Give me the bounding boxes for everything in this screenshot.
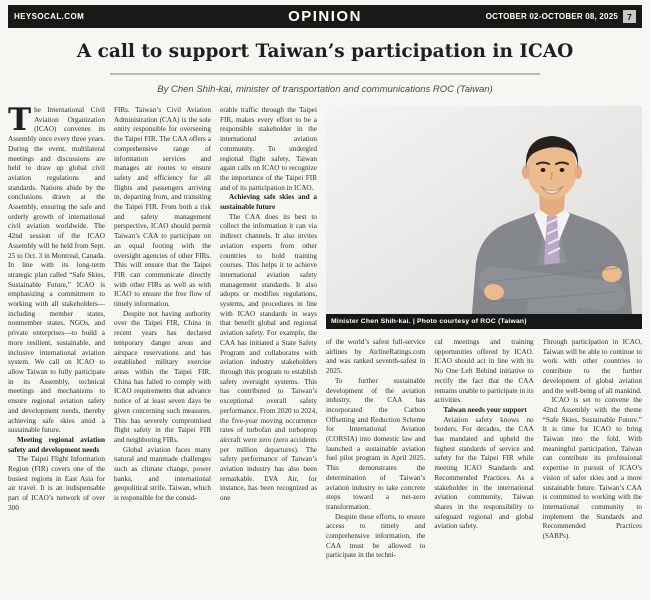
paragraph: FIRs. Taiwan’s Civil Aviation Administration (CAA) is the sole entity responsible for overseeing the Taipei FIR. The CAA offers a comprehensive range of information services and manages air routes to ensure safety and efficiency for all flights and passengers arriving in, departing from, and transiting the Taipei FIR. From both a risk and safety management perspective, ICAO should permit Taiwan’s CAA to participate on an equal footing with the oversight agencies of other FIRs. This will ensure that the Taipei FIR can communicate directly with other FIRs as well as with ICAO to ensure the free flow of timely information. [114,106,211,309]
paragraph: The Taipei Flight Information Region (FIR) covers one of the busiest regions in East Asia for air travel. It is an indispensable part of ICAO’s network of over 300 [8,455,105,512]
article-body [8,106,642,590]
article-headline: A call to support Taiwan’s participation in ICAO [76,41,574,62]
lower-columns [326,338,642,575]
text-column-6 [543,338,642,575]
paragraph: cal meetings and training opportunities offered by ICAO. ICAO should act in line with its No One Left Behind initiative to rectify the fact that the CAA remains unable to participate in its activities. [434,338,534,405]
masthead-right [486,10,636,23]
text-column-3 [220,106,317,590]
subhead-safe-skies: Achieving safe skies and a sustainable future [220,193,317,212]
site-name: HEYSOCAL.COM [14,12,85,21]
portrait-photo [326,106,642,314]
paragraph: of the world’s safest full-service airlines by AirlineRatings.com and was ranked seventh-safest in 2025. [326,338,426,376]
paragraph: ICAO is set to convene the 42nd Assembly with the theme “Safe Skies, Sustainable Future.” It is time for ICAO to bring Taiwan into the fold. With meaningful participation, Taiwan can contribute its professional expertise in pursuit of ICAO’s vision of safer skies and a more sustainable future. Taiwan’s CAA is committed to working with the international community to implement the Standards and Recommended Practices (SARPs). [542,396,642,541]
text-column-2 [114,106,211,590]
photo-caption: Minister Chen Shih-kai. | Photo courtesy of ROC (Taiwan) [326,314,642,329]
paragraph: Through participation in ICAO, Taiwan will be able to continue to work with other countries to contribute to the further development of global aviation and the well-being of all mankind. [542,338,642,395]
article-photo-figure [326,106,642,329]
masthead-bar [8,5,642,28]
page-number-badge: 7 [623,10,636,23]
paragraph: Despite these efforts, to ensure access to timely and comprehensive information, the CAA must be allowed to participate in the techni- [326,512,426,560]
subhead-taiwan-support: Taiwan needs your support [443,405,527,414]
issue-date-range: OCTOBER 02-OCTOBER 08, 2025 [485,12,618,21]
paragraph: Global aviation faces many natural and manmade challenges such as climate change, power banks, and international geopolitical strife. Taiwan, which is responsible for the consid- [114,445,211,503]
paragraph: The CAA does its best to collect the information it can via indirect channels. It also invites aviation experts from other countries to hold training courses. This helps it to achieve international aviation safety management standards. It also adopts or modifies regulations, systems, and procedures in line with ICAO standards in ways that benefit global and regional aviation safety. For example, the CAA has initiated a State Safety Program and collaborates with aviation industry stakeholders through this program to establish safety oversight systems. This has contributed to Taiwan’s exceptional overall safety performance. From 2020 to 2024, the five-year moving occurrence rates of turbofan and turboprop aircraft were zero (zero accidents per million departures). The safety performance of Taiwan’s aviation industry has also been remarkable. EVA Air, for instance, has been recognized as one [220,212,317,503]
subhead-regional-safety: Meeting regional aviation safety and development needs [8,435,105,454]
paragraph: Aviation safety knows no borders. For decades, the CAA has mandated and upheld the highest standards of service and safety for the Taipei FIR while meeting ICAO Standards and Recommended Practices. As a stakeholder in the international aviation community, Taiwan shares in the responsibility to safeguard regional and global aviation safety. [434,415,534,531]
paragraph: Despite not having authority over the Taipei FIR, China in recent years has declared temporary danger areas and airspace reservations and has established military exercise areas within the Taipei FIR. China has failed to comply with ICAO requirements that advance notice of at least seven days be given concerning such measures. This has severely compromised flight safety in the Taipei FIR and neighboring FIRs. [114,309,211,444]
drop-cap: T [8,106,32,138]
headline-divider [110,73,540,75]
text-column-4 [326,338,425,575]
section-title: OPINION [288,8,362,25]
text-column-1 [8,106,105,590]
paragraph: To further sustainable development of the aviation industry, the CAA has incorporated the Carbon Offsetting and Reduction Scheme for International Aviation (CORSIA) into domestic law and launched a sustainable aviation fuel pilot program in April 2025. This demonstrates the determination of Taiwan’s aviation industry to take concrete steps toward a net-zero transformation. [326,376,426,511]
text-column-5 [434,338,533,575]
paragraph: erable traffic through the Taipei FIR, makes every effort to be a responsible stakeholder in the international aviation community. To undergird regional flight safety, Taiwan again calls on ICAO to recognize the importance of the Taipei FIR and of its participation in ICAO. [220,106,317,192]
article-byline: By Chen Shih-kai, minister of transportation and communications ROC (Taiwan) [157,84,493,95]
right-region [326,106,642,590]
paragraph: The International Civil Aviation Organization (ICAO) convenes its Assembly once every three years. During the event, multilateral meetings and discussions are held to draw up global civil aviation regulations and standards. Nations abide by the conclusions drawn at the Assembly, ensuring the safe and orderly growth of international civil aviation worldwide. The 42nd session of the ICAO Assembly will be held from Sept. 25 to Oct. 3 in Montreal, Canada. In line with its long-term strategic plan called “Safe Skies, Sustainable Future,” ICAO is emphasizing a commitment to working with all stakeholders—including member states, nonmember states, NGOs, and private enterprises—to build a more resilient, sustainable, and inclusive international aviation system. We call on ICAO to allow Taiwan to fully participate in its Assembly, technical meetings and mechanisms to ensure regional aviation safety and development needs, thereby achieving safe skies amid a sustainable future. [8,106,105,435]
